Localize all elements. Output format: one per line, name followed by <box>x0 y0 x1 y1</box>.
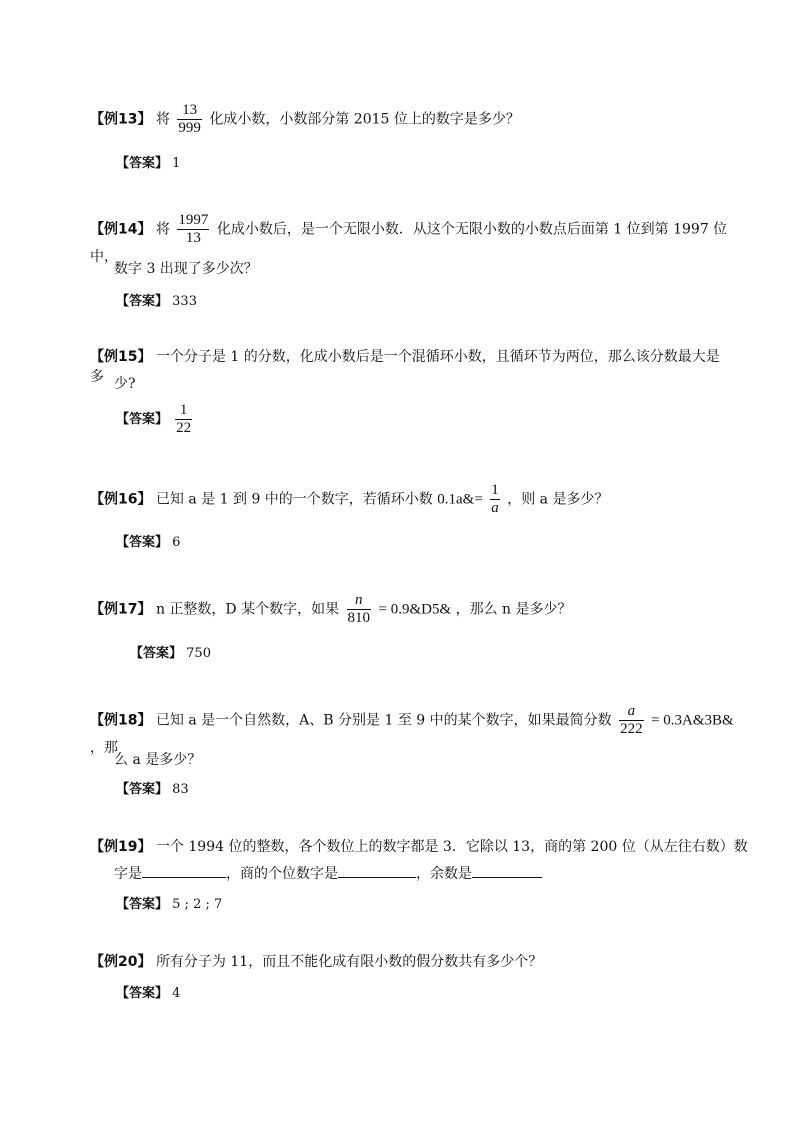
answer-label: 【答案】 <box>116 986 169 1001</box>
fraction-numerator: a <box>619 703 644 721</box>
answer-label: 【答案】 <box>130 646 183 661</box>
problem-text-post: 化成小数，小数部分第 2015 位上的数字是多少？ <box>209 111 520 128</box>
fraction-denominator: 13 <box>185 230 201 246</box>
line2-text-a: 字是 <box>114 866 142 882</box>
answer-value: 4 <box>172 986 181 1001</box>
problem-text-post: ，那么 n 是多少？ <box>455 601 572 618</box>
problem-text-line2: 么 a 是多少？ <box>114 752 202 768</box>
fraction-denominator: 222 <box>620 721 643 737</box>
answer-20 <box>116 984 180 1004</box>
fraction-numerator: 13 <box>177 102 202 120</box>
answer-14 <box>116 292 197 312</box>
fraction-numerator: 1 <box>175 402 192 420</box>
problem-17 <box>90 592 730 627</box>
problem-text-post: ，那 <box>90 740 118 756</box>
problem-label: 【例15】 <box>90 349 152 365</box>
problem-text-line2: 数字 3 出现了多少次？ <box>114 261 258 277</box>
problem-text-pre: n 正整数，D 某个数字，如果 <box>155 601 340 618</box>
answer-15 <box>116 402 195 437</box>
fraction-numerator: n <box>347 592 372 610</box>
line2-text-b: ，商的个位数字是 <box>226 866 338 882</box>
problem-text-pre: 已知 a 是一个自然数，A、B 分别是 1 至 9 中的某个数字，如果最简分数 <box>155 712 612 729</box>
fraction <box>177 212 209 247</box>
problem-label: 【例14】 <box>90 221 152 238</box>
answer-fraction <box>175 402 192 437</box>
problem-15-line2 <box>90 374 730 394</box>
answer-17 <box>130 644 211 664</box>
problem-label: 【例17】 <box>90 601 152 618</box>
answer-blank-3[interactable] <box>472 863 542 878</box>
fraction-denominator: 22 <box>176 420 192 436</box>
answer-label: 【答案】 <box>116 782 169 797</box>
answer-value: 1 <box>172 156 181 171</box>
fraction-denominator: 810 <box>347 610 371 626</box>
answer-value: 333 <box>172 294 197 309</box>
fraction-denominator: 999 <box>178 120 201 136</box>
problem-text: 所有分子为 11，而且不能化成有限小数的假分数共有多少个？ <box>155 954 543 970</box>
answer-label: 【答案】 <box>116 535 169 550</box>
fraction-numerator: 1997 <box>178 212 209 228</box>
problem-14-line2 <box>90 259 730 279</box>
line2-text-c: ，余数是 <box>416 866 472 882</box>
answer-label: 【答案】 <box>116 156 169 171</box>
answer-value: 83 <box>172 782 189 797</box>
repeating-decimal: = 0.9&D5& <box>378 601 452 618</box>
problem-19-line2 <box>90 863 730 884</box>
problem-label: 【例20】 <box>90 954 152 970</box>
fraction-denominator: a <box>491 500 499 516</box>
problem-label: 【例18】 <box>90 712 152 729</box>
problem-text-pre: 将 <box>155 111 170 128</box>
answer-label: 【答案】 <box>116 294 169 309</box>
answer-blank-1[interactable] <box>142 863 226 878</box>
problem-text-pre: 已知 a 是 1 到 9 中的一个数字，若循环小数 <box>155 491 433 508</box>
fraction <box>490 482 500 517</box>
problem-18-line2 <box>90 750 730 770</box>
answer-18 <box>116 780 189 800</box>
problem-20 <box>90 952 730 972</box>
answer-16 <box>116 533 180 553</box>
answer-value: 6 <box>172 535 181 550</box>
repeating-decimal: = 0.3A&3B& <box>651 712 734 729</box>
answer-13 <box>116 154 180 174</box>
problem-text-line2 <box>90 863 730 884</box>
problem-label: 【例13】 <box>90 111 152 128</box>
answer-value: 750 <box>186 646 211 661</box>
fraction-numerator: 1 <box>491 482 499 498</box>
problem-text-post: ，则 a 是多少？ <box>507 491 609 508</box>
problem-label: 【例16】 <box>90 491 152 508</box>
problem-text-post: 化成小数后，是一个无限小数．从这个无限小数的小数点后面第 1 位到第 1997 位中， <box>90 221 728 265</box>
answer-label: 【答案】 <box>116 897 169 912</box>
fraction <box>347 592 372 627</box>
problem-16 <box>90 482 730 517</box>
problem-text-pre: 将 <box>155 221 170 238</box>
fraction <box>619 703 644 738</box>
answer-value: 5 ; 2 ; 7 <box>172 897 223 912</box>
problem-text: 一个分子是 1 的分数，化成小数后是一个混循环小数，且循环节为两位，那么该分数最大是多 <box>90 349 720 385</box>
answer-label: 【答案】 <box>116 412 169 427</box>
answer-blank-2[interactable] <box>338 863 416 878</box>
repeating-decimal: 0.1a&= <box>437 491 483 508</box>
problem-text-line2: 少? <box>114 376 136 392</box>
fraction <box>177 102 202 137</box>
answer-19 <box>116 895 222 915</box>
problem-19 <box>90 837 750 857</box>
problem-label: 【例19】 <box>90 839 152 855</box>
problem-text: 一个 1994 位的整数，各个数位上的数字都是 3．它除以 13，商的第 200 位（从左往右数）数 <box>155 839 748 855</box>
problem-13 <box>90 102 730 137</box>
